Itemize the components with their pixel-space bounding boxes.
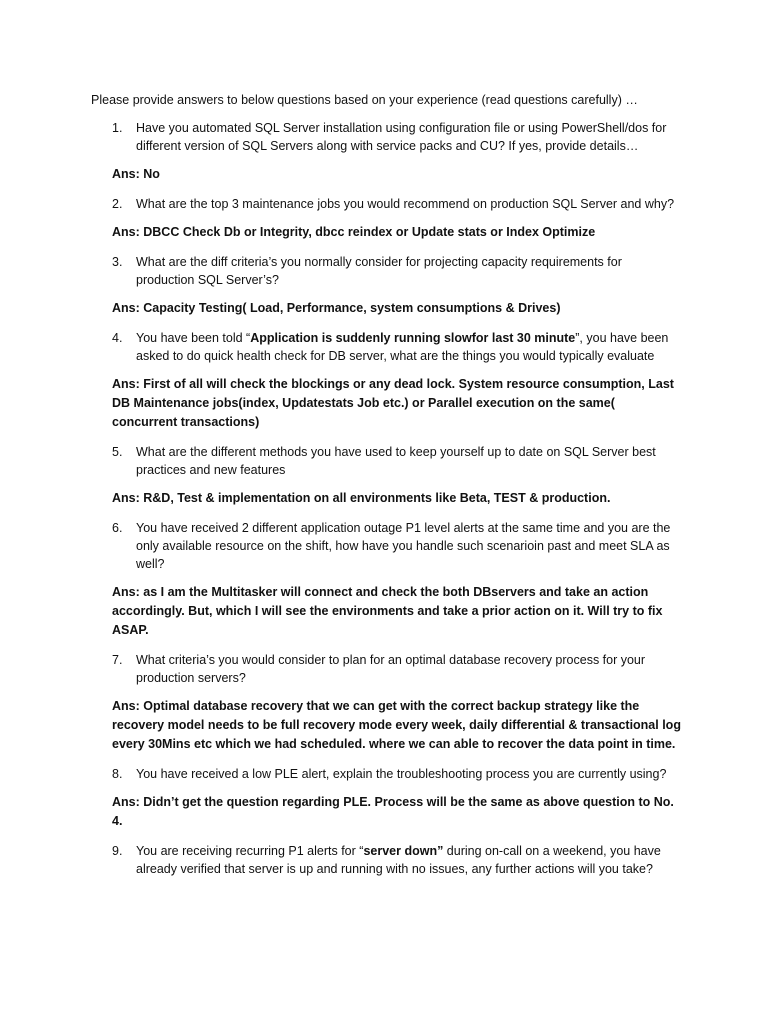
answer-1: Ans: No	[112, 167, 160, 181]
question-text-emphasis: server down”	[363, 844, 444, 858]
question-9	[91, 842, 681, 878]
answer-6: Ans: as I am the Multitasker will connect and check the both DBservers and take an action accordingly. But, which I will see the environments and take a prior action on it. Will try to fix ASAP.	[112, 585, 663, 637]
question-number: 5.	[112, 445, 123, 459]
question-number: 6.	[112, 521, 123, 535]
question-1	[91, 119, 681, 155]
question-2	[91, 195, 681, 213]
question-text-emphasis: Application is suddenly running slowfor last 30 minute	[250, 331, 576, 345]
question-text: What criteria’s you would consider to plan for an optimal database recovery process for your production servers?	[136, 653, 646, 685]
question-text-pre: You have been told “	[136, 331, 251, 345]
question-number: 4.	[112, 331, 123, 345]
question-text	[136, 842, 681, 878]
document-content	[91, 91, 681, 888]
question-text: Have you automated SQL Server installation using configuration file or using PowerShell/dos for different version of SQL Servers along with service packs and CU? If yes, provide details…	[136, 121, 667, 153]
question-number: 3.	[112, 255, 123, 269]
question-8	[91, 765, 681, 783]
question-text-pre: You are receiving recurring P1 alerts for “	[136, 844, 364, 858]
question-text: What are the different methods you have used to keep yourself up to date on SQL Server best practices and new features	[136, 445, 656, 477]
question-text-post: ”, you have been asked to do quick health check for DB server, what are the things you would typically evaluate	[136, 331, 669, 363]
question-5	[91, 443, 681, 479]
answer-5: Ans: R&D, Test & implementation on all environments like Beta, TEST & production.	[112, 491, 611, 505]
question-text: You have received a low PLE alert, explain the troubleshooting process you are currently using?	[136, 767, 667, 781]
question-number: 1.	[112, 121, 123, 135]
question-text	[136, 329, 681, 365]
question-text: What are the diff criteria’s you normally consider for projecting capacity requirements for production SQL Server’s?	[136, 255, 622, 287]
answer-3: Ans: Capacity Testing( Load, Performance, system consumptions & Drives)	[112, 301, 561, 315]
question-number: 2.	[112, 197, 123, 211]
question-text-post: during on-call on a weekend, you have already verified that server is up and running with no issues, any further actions will you take?	[136, 844, 661, 876]
answer-7: Ans: Optimal database recovery that we can get with the correct backup strategy like the recovery model needs to be full recovery mode every week, daily differential & transactional log every 30Mins etc which we had scheduled. where we can able to recover the data point in time.	[112, 699, 681, 751]
answer-2: Ans: DBCC Check Db or Integrity, dbcc reindex or Update stats or Index Optimize	[112, 225, 596, 239]
question-4	[91, 329, 681, 365]
question-number: 9.	[112, 844, 123, 858]
answer-4: Ans: First of all will check the blockings or any dead lock. System resource consumption, Last DB Maintenance jobs(index, Updatestats Job etc.) or Parallel execution on the same( concurrent transactions)	[112, 377, 674, 429]
question-text: What are the top 3 maintenance jobs you would recommend on production SQL Server and why?	[136, 197, 675, 211]
question-3	[91, 253, 681, 289]
question-number: 8.	[112, 767, 123, 781]
question-7	[91, 651, 681, 687]
answer-8: Ans: Didn’t get the question regarding PLE. Process will be the same as above question to No. 4.	[112, 795, 674, 828]
question-6	[91, 519, 681, 573]
question-text: You have received 2 different application outage P1 level alerts at the same time and you are the only available resource on the shift, how have you handle such scenarioin past and meet SLA as well?	[136, 521, 671, 571]
intro-text: Please provide answers to below questions based on your experience (read questions carefully) …	[91, 93, 638, 107]
question-number: 7.	[112, 653, 123, 667]
